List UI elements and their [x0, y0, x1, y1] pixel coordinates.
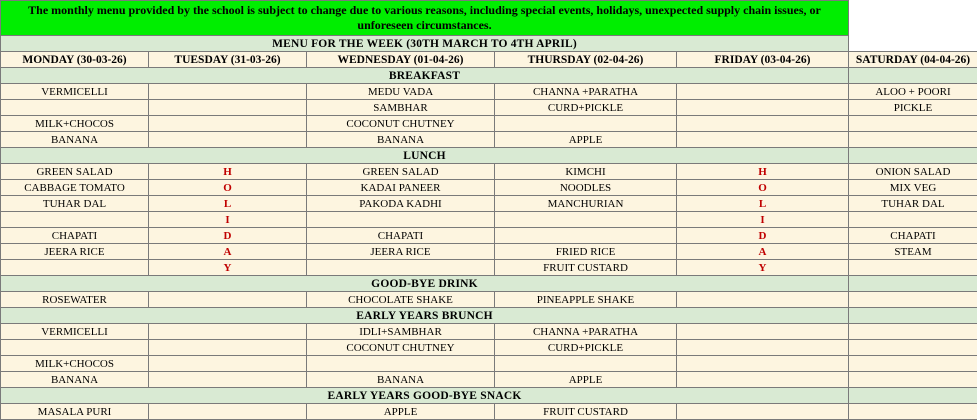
menu-item-cell	[849, 404, 977, 420]
menu-item-cell: APPLE	[495, 372, 677, 388]
menu-item-cell: CHAPATI	[849, 228, 977, 244]
menu-item-cell	[677, 356, 849, 372]
menu-row	[1, 132, 977, 148]
menu-item-cell: PINEAPPLE SHAKE	[495, 292, 677, 308]
section-title: GOOD-BYE DRINK	[1, 276, 849, 292]
menu-item-cell: COCONUT CHUTNEY	[307, 340, 495, 356]
menu-item-cell	[677, 340, 849, 356]
menu-item-cell: CHANNA +PARATHA	[495, 84, 677, 100]
menu-item-cell: MIX VEG	[849, 180, 977, 196]
menu-row	[1, 260, 977, 276]
menu-item-cell	[1, 340, 149, 356]
menu-item-cell: IDLI+SAMBHAR	[307, 324, 495, 340]
menu-table-body	[1, 1, 977, 420]
menu-item-cell: TUHAR DAL	[1, 196, 149, 212]
day-header-wednesday: WEDNESDAY (01-04-26)	[307, 52, 495, 68]
menu-item-cell	[677, 132, 849, 148]
section-row	[1, 276, 977, 292]
menu-item-cell: KADAI PANEER	[307, 180, 495, 196]
menu-item-cell: ONION SALAD	[849, 164, 977, 180]
holiday-letter-cell: O	[149, 180, 307, 196]
menu-item-cell: PAKODA KADHI	[307, 196, 495, 212]
menu-item-cell	[495, 212, 677, 228]
day-header-monday: MONDAY (30-03-26)	[1, 52, 149, 68]
menu-item-cell	[149, 292, 307, 308]
menu-item-cell	[495, 228, 677, 244]
menu-item-cell	[307, 356, 495, 372]
menu-item-cell: VERMICELLI	[1, 324, 149, 340]
menu-item-cell	[149, 100, 307, 116]
menu-item-cell	[677, 84, 849, 100]
menu-item-cell	[677, 404, 849, 420]
section-row	[1, 68, 977, 84]
section-row	[1, 148, 977, 164]
holiday-letter-cell: I	[149, 212, 307, 228]
menu-item-cell: MEDU VADA	[307, 84, 495, 100]
menu-item-cell: NOODLES	[495, 180, 677, 196]
section-title-spacer	[849, 388, 977, 404]
week-title-row	[1, 36, 977, 52]
menu-item-cell	[495, 116, 677, 132]
holiday-letter-cell: L	[677, 196, 849, 212]
menu-item-cell: CURD+PICKLE	[495, 100, 677, 116]
menu-item-cell: CHAPATI	[1, 228, 149, 244]
menu-item-cell	[149, 340, 307, 356]
menu-item-cell: MILK+CHOCOS	[1, 116, 149, 132]
section-title-spacer	[849, 148, 977, 164]
menu-item-cell	[1, 100, 149, 116]
holiday-letter-cell: Y	[149, 260, 307, 276]
menu-item-cell: CURD+PICKLE	[495, 340, 677, 356]
notice-row	[1, 1, 977, 36]
holiday-letter-cell: H	[677, 164, 849, 180]
holiday-letter-cell: H	[149, 164, 307, 180]
menu-item-cell	[149, 116, 307, 132]
menu-row	[1, 84, 977, 100]
menu-row	[1, 116, 977, 132]
menu-row	[1, 164, 977, 180]
menu-item-cell: CHAPATI	[307, 228, 495, 244]
menu-item-cell: PICKLE	[849, 100, 977, 116]
menu-item-cell: ALOO + POORI	[849, 84, 977, 100]
menu-item-cell: CABBAGE TOMATO	[1, 180, 149, 196]
section-title: EARLY YEARS GOOD-BYE SNACK	[1, 388, 849, 404]
menu-item-cell	[849, 132, 977, 148]
menu-item-cell: GREEN SALAD	[1, 164, 149, 180]
menu-item-cell	[1, 260, 149, 276]
menu-item-cell	[149, 404, 307, 420]
menu-item-cell: JEERA RICE	[1, 244, 149, 260]
menu-item-cell: SAMBHAR	[307, 100, 495, 116]
menu-item-cell: BANANA	[1, 372, 149, 388]
menu-item-cell	[149, 84, 307, 100]
holiday-letter-cell: D	[677, 228, 849, 244]
menu-item-cell: APPLE	[495, 132, 677, 148]
menu-row	[1, 244, 977, 260]
menu-item-cell	[849, 212, 977, 228]
menu-item-cell	[677, 100, 849, 116]
menu-item-cell	[849, 292, 977, 308]
menu-item-cell: FRIED RICE	[495, 244, 677, 260]
menu-item-cell: CHOCOLATE SHAKE	[307, 292, 495, 308]
menu-row	[1, 340, 977, 356]
menu-row	[1, 292, 977, 308]
menu-item-cell	[849, 356, 977, 372]
menu-item-cell	[307, 212, 495, 228]
menu-item-cell: BANANA	[1, 132, 149, 148]
week-title-spacer	[849, 36, 977, 52]
menu-item-cell: GREEN SALAD	[307, 164, 495, 180]
menu-item-cell	[149, 324, 307, 340]
menu-item-cell: BANANA	[307, 132, 495, 148]
menu-item-cell: FRUIT CUSTARD	[495, 260, 677, 276]
menu-row	[1, 228, 977, 244]
menu-item-cell: COCONUT CHUTNEY	[307, 116, 495, 132]
notice-spacer	[849, 1, 977, 36]
menu-item-cell	[307, 260, 495, 276]
menu-row	[1, 100, 977, 116]
day-header-friday: FRIDAY (03-04-26)	[677, 52, 849, 68]
holiday-letter-cell: I	[677, 212, 849, 228]
menu-item-cell: KIMCHI	[495, 164, 677, 180]
menu-item-cell	[849, 324, 977, 340]
menu-item-cell: ROSEWATER	[1, 292, 149, 308]
menu-row	[1, 180, 977, 196]
week-title: MENU FOR THE WEEK (30TH MARCH TO 4TH APRIL)	[1, 36, 849, 52]
holiday-letter-cell: Y	[677, 260, 849, 276]
section-title: EARLY YEARS BRUNCH	[1, 308, 849, 324]
menu-item-cell: CHANNA +PARATHA	[495, 324, 677, 340]
menu-item-cell	[677, 292, 849, 308]
section-row	[1, 308, 977, 324]
holiday-letter-cell: A	[149, 244, 307, 260]
menu-item-cell: VERMICELLI	[1, 84, 149, 100]
menu-item-cell: FRUIT CUSTARD	[495, 404, 677, 420]
menu-row	[1, 212, 977, 228]
menu-item-cell	[149, 356, 307, 372]
holiday-letter-cell: D	[149, 228, 307, 244]
day-header-thursday: THURSDAY (02-04-26)	[495, 52, 677, 68]
menu-item-cell	[1, 212, 149, 228]
menu-item-cell: APPLE	[307, 404, 495, 420]
section-title: BREAKFAST	[1, 68, 849, 84]
menu-item-cell	[495, 356, 677, 372]
holiday-letter-cell: A	[677, 244, 849, 260]
day-header-saturday: SATURDAY (04-04-26)	[849, 52, 977, 68]
menu-item-cell: TUHAR DAL	[849, 196, 977, 212]
menu-item-cell: STEAM	[849, 244, 977, 260]
menu-change-notice: The monthly menu provided by the school is subject to change due to various reasons, including special events, holidays, unexpected supply chain issues, or unforeseen circumstances.	[1, 1, 849, 36]
menu-item-cell	[677, 372, 849, 388]
menu-item-cell	[677, 116, 849, 132]
menu-item-cell	[849, 116, 977, 132]
holiday-letter-cell: O	[677, 180, 849, 196]
menu-item-cell	[677, 324, 849, 340]
menu-item-cell: MILK+CHOCOS	[1, 356, 149, 372]
section-title-spacer	[849, 276, 977, 292]
menu-item-cell	[849, 340, 977, 356]
menu-item-cell	[149, 372, 307, 388]
menu-row	[1, 356, 977, 372]
menu-row	[1, 404, 977, 420]
holiday-letter-cell: L	[149, 196, 307, 212]
menu-item-cell: BANANA	[307, 372, 495, 388]
section-title: LUNCH	[1, 148, 849, 164]
day-header-row	[1, 52, 977, 68]
menu-item-cell: MANCHURIAN	[495, 196, 677, 212]
menu-row	[1, 196, 977, 212]
menu-item-cell	[149, 132, 307, 148]
section-row	[1, 388, 977, 404]
menu-row	[1, 324, 977, 340]
menu-item-cell	[849, 260, 977, 276]
day-header-tuesday: TUESDAY (31-03-26)	[149, 52, 307, 68]
section-title-spacer	[849, 68, 977, 84]
section-title-spacer	[849, 308, 977, 324]
menu-item-cell	[849, 372, 977, 388]
menu-row	[1, 372, 977, 388]
menu-item-cell: MASALA PURI	[1, 404, 149, 420]
menu-item-cell: JEERA RICE	[307, 244, 495, 260]
